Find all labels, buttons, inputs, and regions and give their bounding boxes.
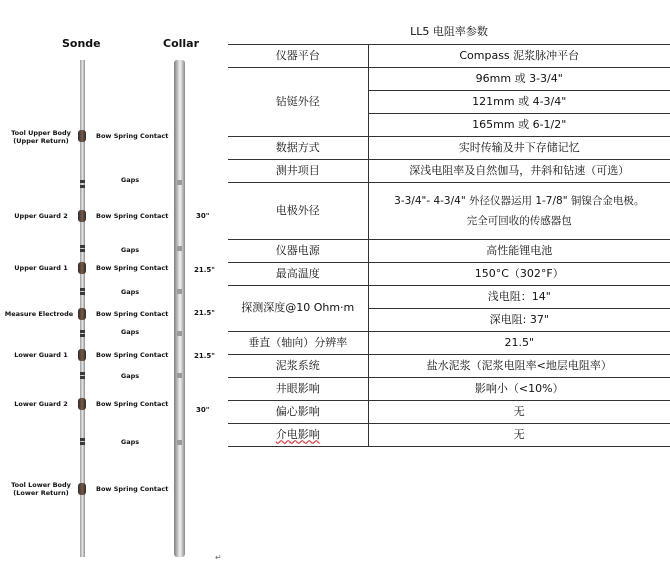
value-electrode-line-2: 完全可回收的传感器包 xyxy=(466,214,572,227)
gap-mark xyxy=(80,438,85,441)
value-mud: 盐水泥浆（泥浆电阻率<地层电阻率） xyxy=(368,354,670,377)
electrode-lower-return xyxy=(78,483,86,495)
label-lower-guard-1: Lower Guard 1 xyxy=(14,351,68,359)
gap-mark xyxy=(80,330,85,333)
label-gaps: Gaps xyxy=(120,438,140,446)
label-bow-spring-contact: Bow Spring Contact xyxy=(96,310,169,318)
value-collar-od-3: 165mm 或 6-1/2" xyxy=(368,113,670,136)
label-bow-spring-contact: Bow Spring Contact xyxy=(96,351,169,359)
value-collar-od-2: 121mm 或 4-3/4" xyxy=(368,90,670,113)
distance-label: 30" xyxy=(196,212,210,220)
label-gaps: Gaps xyxy=(120,328,140,336)
param-resolution: 垂直（轴向）分辨率 xyxy=(228,331,368,354)
label-gaps: Gaps xyxy=(120,176,140,184)
collar-mark xyxy=(177,246,182,251)
param-max-temp: 最高温度 xyxy=(228,262,368,285)
label-upper-guard-1: Upper Guard 1 xyxy=(14,264,68,272)
gap-mark xyxy=(80,372,85,375)
param-logging: 测井项目 xyxy=(228,159,368,182)
electrode-upper-guard-2 xyxy=(78,210,86,222)
table-row xyxy=(228,377,670,400)
electrode-lower-guard-1 xyxy=(78,349,86,361)
tool-diagram xyxy=(0,0,225,565)
table-row xyxy=(228,182,670,239)
gap-mark xyxy=(80,292,85,295)
label-bow-spring-contact: Bow Spring Contact xyxy=(96,485,169,493)
param-borehole: 井眼影响 xyxy=(228,377,368,400)
label-lower-guard-2: Lower Guard 2 xyxy=(14,400,68,408)
electrode-lower-guard-2 xyxy=(78,398,86,410)
label-bow-spring-contact: Bow Spring Contact xyxy=(96,400,169,408)
gap-mark xyxy=(80,180,85,183)
sonde-header: Sonde xyxy=(62,37,101,50)
distance-label: 21.5" xyxy=(194,266,215,274)
label-tool-lower-body xyxy=(6,481,76,497)
table-row xyxy=(228,136,670,159)
value-platform: Compass 泥浆脉冲平台 xyxy=(368,44,670,67)
gap-mark xyxy=(80,249,85,252)
label-tool-upper-body xyxy=(6,129,76,145)
param-power: 仪器电源 xyxy=(228,239,368,262)
gap-mark xyxy=(80,442,85,445)
table-title: LL5 电阻率参数 xyxy=(228,21,670,44)
value-borehole: 影响小（<10%） xyxy=(368,377,670,400)
value-data-mode: 实时传输及井下存储记忆 xyxy=(368,136,670,159)
value-eccentric: 无 xyxy=(368,400,670,423)
label-line: (Lower Return) xyxy=(13,489,69,497)
table-row xyxy=(228,44,670,67)
table-row xyxy=(228,159,670,182)
param-data-mode: 数据方式 xyxy=(228,136,368,159)
distance-label: 21.5" xyxy=(194,309,215,317)
value-logging: 深浅电阻率及自然伽马，井斜和钻速（可选） xyxy=(368,159,670,182)
value-depth-deep: 深电阻: 37" xyxy=(368,308,670,331)
param-mud: 泥浆系统 xyxy=(228,354,368,377)
table-row xyxy=(228,239,670,262)
table-row xyxy=(228,400,670,423)
table-row xyxy=(228,67,670,90)
label-line: (Upper Return) xyxy=(13,137,69,145)
param-eccentric: 偏心影响 xyxy=(228,400,368,423)
table-row xyxy=(228,354,670,377)
collar-mark xyxy=(177,440,182,445)
label-bow-spring-contact: Bow Spring Contact xyxy=(96,132,169,140)
collar-mark xyxy=(177,289,182,294)
param-dielectric xyxy=(228,423,368,446)
table-row xyxy=(228,285,670,308)
label-line: Tool Lower Body xyxy=(11,481,71,489)
distance-label: 30" xyxy=(196,406,210,414)
gap-mark xyxy=(80,288,85,291)
value-max-temp: 150°C（302°F） xyxy=(368,262,670,285)
table-row xyxy=(228,423,670,446)
label-upper-guard-2: Upper Guard 2 xyxy=(14,212,68,220)
value-collar-od-1: 96mm 或 3-3/4" xyxy=(368,67,670,90)
collar-mark xyxy=(177,373,182,378)
label-bow-spring-contact: Bow Spring Contact xyxy=(96,264,169,272)
label-gaps: Gaps xyxy=(120,246,140,254)
paragraph-mark-icon: ↵ xyxy=(215,553,222,562)
param-dielectric-text: 介电影响 xyxy=(275,427,320,441)
collar-mark xyxy=(177,331,182,336)
gap-mark xyxy=(80,376,85,379)
electrode-upper-return xyxy=(78,130,86,142)
label-line: Tool Upper Body xyxy=(11,129,71,137)
value-resolution: 21.5" xyxy=(368,331,670,354)
gap-mark xyxy=(80,185,85,188)
label-gaps: Gaps xyxy=(120,288,140,296)
param-collar-od: 钻铤外径 xyxy=(228,67,368,136)
value-electrode-line-1: 3-3/4"- 4-3/4" 外径仪器运用 1-7/8" 铜镍合金电极。 xyxy=(394,194,645,207)
table-title-row xyxy=(228,21,670,44)
value-depth-shallow: 浅电阻：14" xyxy=(368,285,670,308)
gap-mark xyxy=(80,334,85,337)
electrode-measure xyxy=(78,308,86,320)
param-depth: 探测深度@10 Ohm·m xyxy=(228,285,368,331)
param-platform: 仪器平台 xyxy=(228,44,368,67)
sonde-rod xyxy=(80,60,85,557)
value-dielectric: 无 xyxy=(368,423,670,446)
gap-mark xyxy=(80,245,85,248)
collar-mark xyxy=(177,180,182,185)
value-power: 高性能锂电池 xyxy=(368,239,670,262)
collar-rod xyxy=(174,60,185,557)
table-row xyxy=(228,331,670,354)
value-electrode xyxy=(368,182,670,239)
collar-header: Collar xyxy=(163,37,200,50)
electrode-upper-guard-1 xyxy=(78,262,86,274)
table-row xyxy=(228,262,670,285)
label-measure-electrode: Measure Electrode xyxy=(4,310,74,318)
label-bow-spring-contact: Bow Spring Contact xyxy=(96,212,169,220)
label-gaps: Gaps xyxy=(120,372,140,380)
spec-table xyxy=(228,21,670,447)
param-electrode: 电极外径 xyxy=(228,182,368,239)
distance-label: 21.5" xyxy=(194,352,215,360)
